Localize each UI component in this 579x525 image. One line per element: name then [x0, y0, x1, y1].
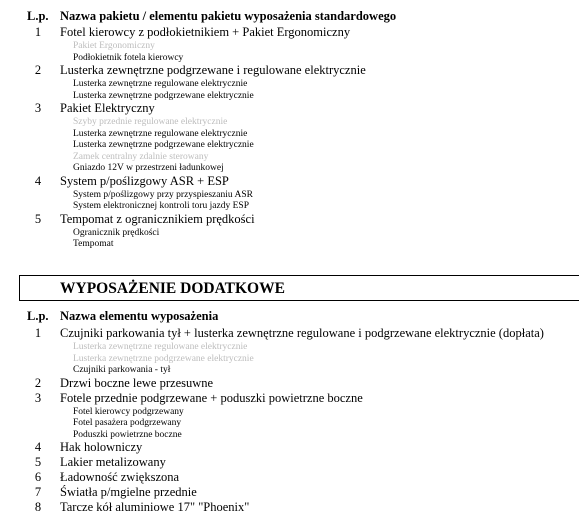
additional-section-banner	[19, 275, 579, 301]
item-number: 2	[34, 63, 42, 77]
sub-item-label: Ogranicznik prędkości	[73, 227, 160, 238]
item-label: Lakier metalizowany	[60, 455, 166, 469]
item-label: Lusterka zewnętrzne podgrzewane i regulowane elektrycznie	[60, 63, 366, 77]
sub-item-label: Lusterka zewnętrzne regulowane elektrycznie	[73, 79, 248, 89]
lp-column-header: L.p.	[27, 9, 49, 23]
item-number: 4	[34, 173, 42, 188]
sub-item-label: Fotel kierowcy podgrzewany	[73, 406, 184, 417]
sub-item-label: Lusterka zewnętrzne regulowane elektrycznie	[73, 128, 248, 139]
sub-item-label: Lusterka zewnętrzne podgrzewane elektrycznie	[73, 90, 254, 101]
item-label: Fotel kierowcy z podłokietnikiem + Pakiet Ergonomiczny	[60, 25, 351, 39]
item-label: Pakiet Elektryczny	[60, 101, 155, 115]
item-number: 7	[34, 485, 42, 499]
sub-item-label: Czujniki parkowania - tył	[73, 365, 171, 375]
item-label: Czujniki parkowania tył + lusterka zewnętrzne regulowane i podgrzewane elektrycznie (dopłata)	[60, 326, 544, 340]
sub-item-label: Poduszki powietrzne boczne	[73, 429, 182, 440]
name-column-header: Nazwa elementu wyposażenia	[60, 309, 219, 323]
item-number: 5	[34, 211, 42, 226]
sub-item-label: Lusterka zewnętrzne podgrzewane elektrycznie	[73, 353, 254, 364]
sub-item-label: Zamek centralny zdalnie sterowany	[73, 151, 209, 162]
lp-column-header: L.p.	[27, 309, 49, 323]
item-label: System p/poślizgowy ASR + ESP	[60, 173, 229, 188]
sub-item-label: System p/poślizgowy przy przyspieszaniu ASR	[73, 189, 253, 200]
sub-item-label: System elektronicznej kontroli toru jazdy ESP	[73, 201, 249, 211]
sub-item-label: Lusterka zewnętrzne regulowane elektrycznie	[73, 342, 248, 352]
item-number: 1	[34, 326, 42, 340]
item-label: Hak holowniczy	[60, 440, 143, 454]
section-title: WYPOSAŻENIE DODATKOWE	[60, 280, 285, 297]
item-number: 4	[34, 440, 42, 454]
item-number: 3	[34, 390, 42, 405]
item-label: Tarcze kół aluminiowe 17" "Phoenix"	[60, 500, 250, 514]
item-label: Światła p/mgielne przednie	[60, 485, 197, 499]
item-number: 3	[34, 101, 42, 115]
sub-item-label: Fotel pasażera podgrzewany	[73, 418, 182, 428]
item-number: 1	[34, 25, 42, 39]
item-number: 5	[34, 455, 42, 469]
item-label: Drzwi boczne lewe przesuwne	[60, 375, 214, 390]
sub-item-label: Pakiet Ergonomiczny	[73, 41, 155, 51]
sub-item-label: Gniazdo 12V w przestrzeni ładunkowej	[73, 163, 224, 173]
item-number: 6	[34, 470, 42, 484]
item-label: Ładowność zwiększona	[60, 470, 180, 484]
sub-item-label: Szyby przednie regulowane elektrycznie	[73, 117, 228, 127]
item-number: 2	[34, 375, 42, 390]
item-label: Tempomat z ogranicznikiem prędkości	[60, 211, 255, 226]
item-number: 8	[34, 500, 42, 514]
sub-item-label: Lusterka zewnętrzne podgrzewane elektrycznie	[73, 140, 254, 150]
item-label: Fotele przednie podgrzewane + poduszki powietrzne boczne	[60, 390, 363, 405]
sub-item-label: Tempomat	[73, 239, 114, 249]
name-column-header: Nazwa pakietu / elementu pakietu wyposażenia standardowego	[60, 9, 397, 23]
sub-item-label: Podłokietnik fotela kierowcy	[73, 52, 184, 63]
